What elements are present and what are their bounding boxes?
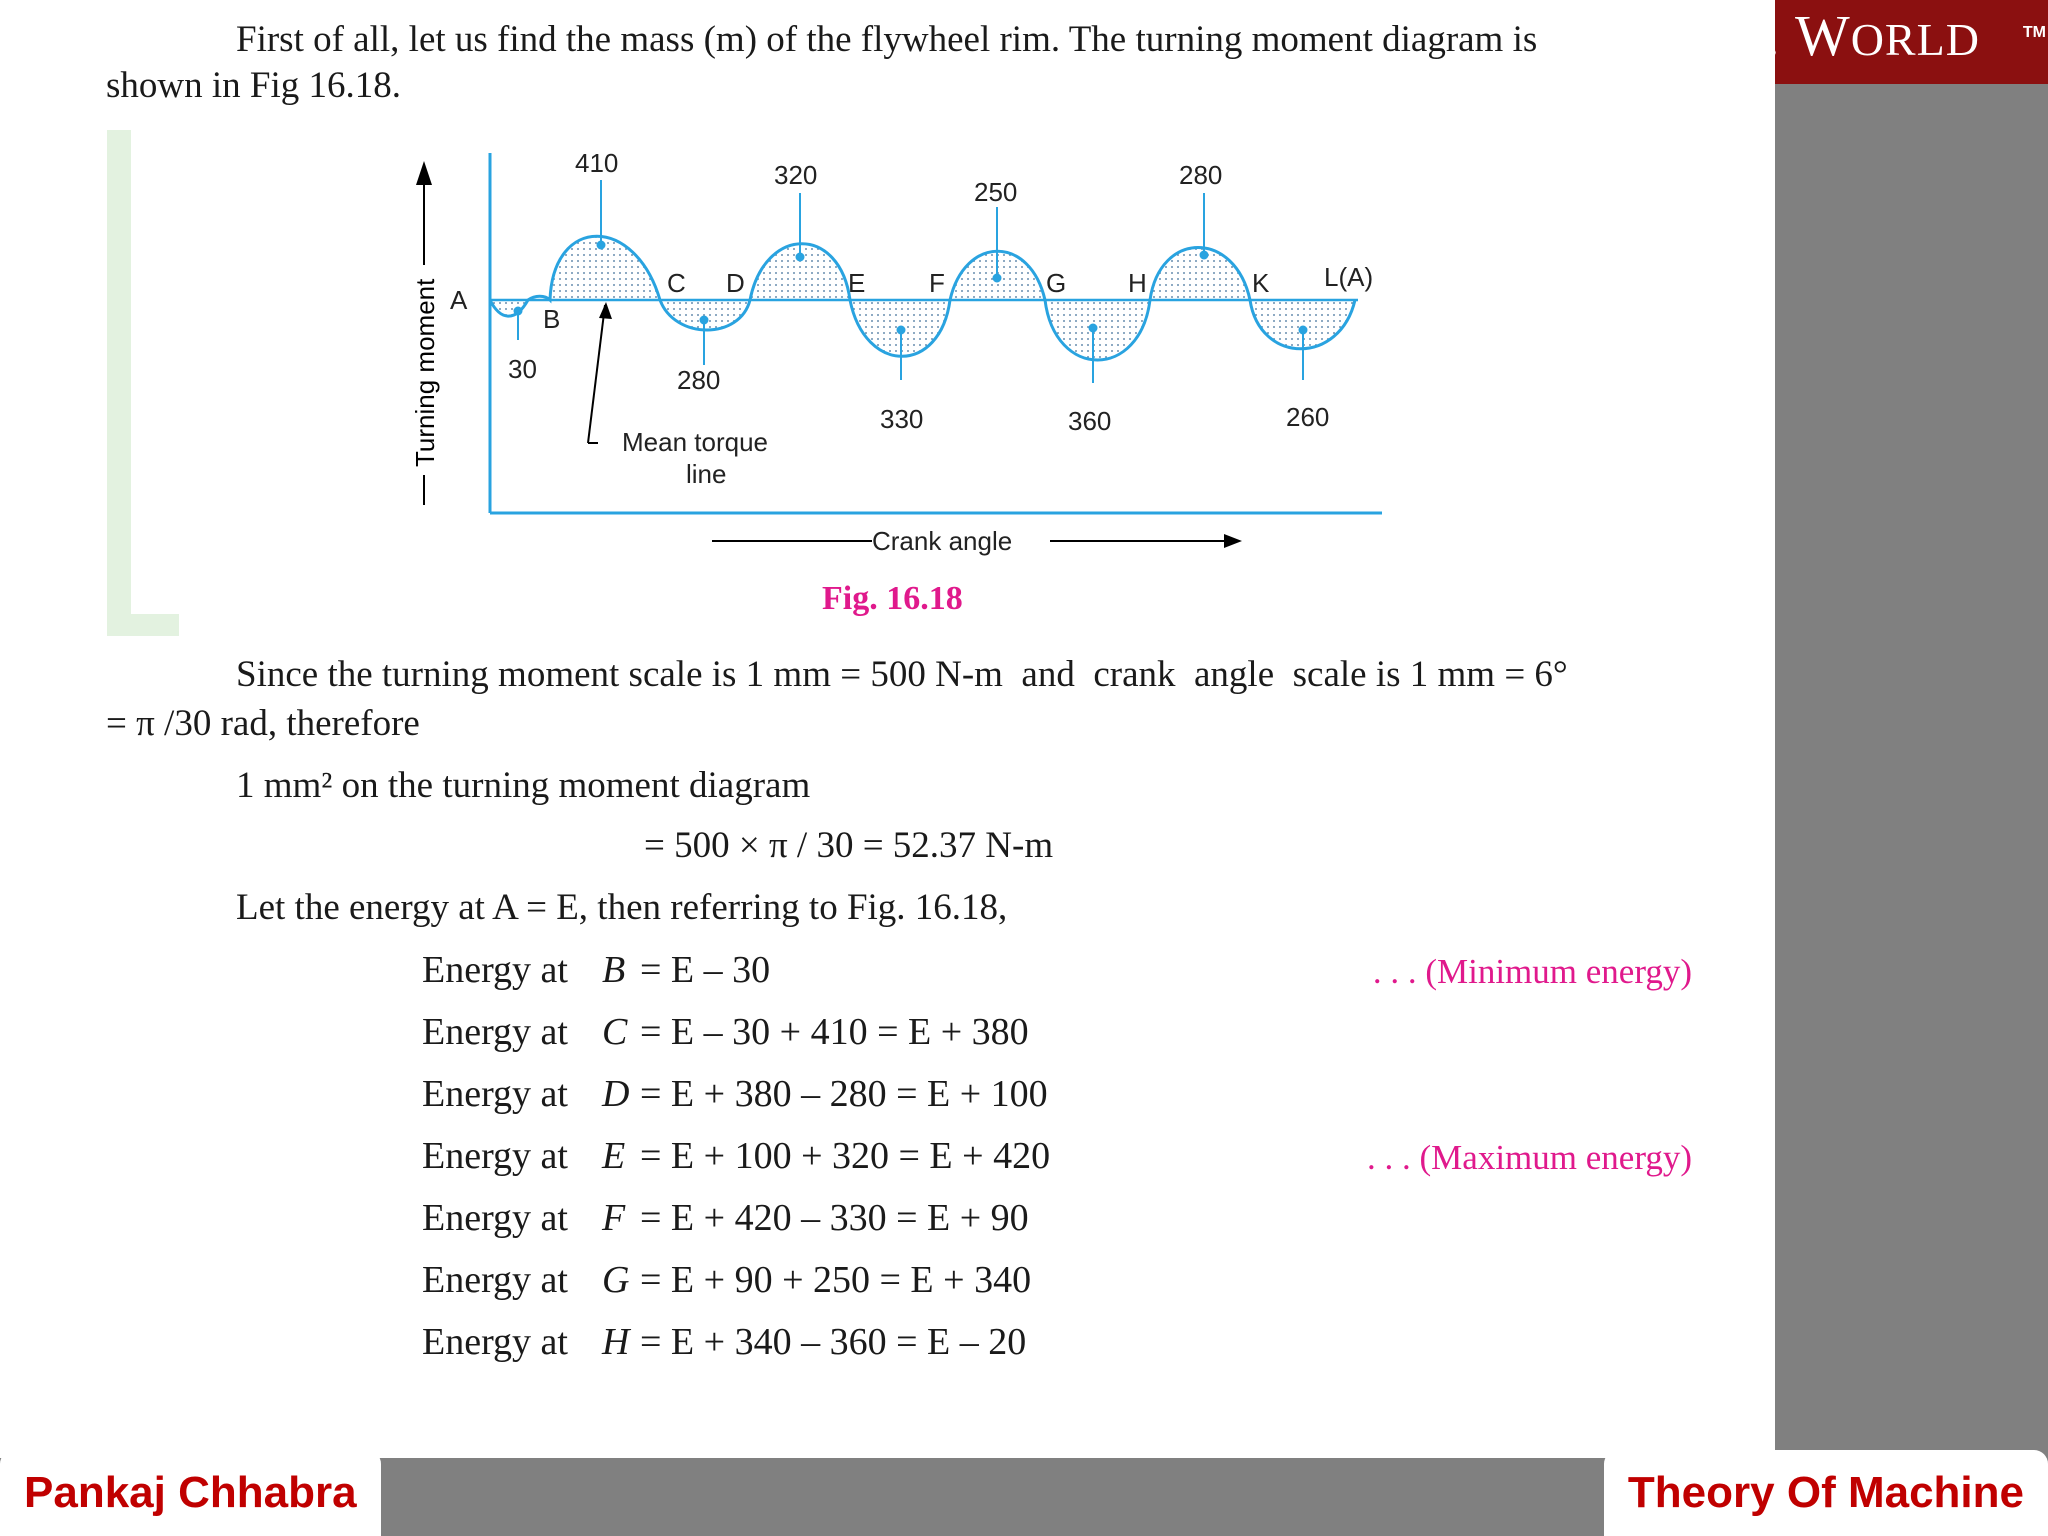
x-axis-label: Crank angle [872,526,1013,556]
point-label: H [1128,268,1147,298]
energy-row: Energy at D = E + 380 – 280 = E + 100 [422,1073,1048,1115]
energy-note: . . . (Maximum energy) [1367,1138,1692,1177]
energy-row: Energy at H = E + 340 – 360 = E – 20 [422,1321,1027,1363]
logo-trademark: TM [2022,24,2046,41]
unit-area-value: = 500 × π / 30 = 52.37 N-m [644,825,1054,866]
point-label: E [848,268,866,298]
point-label: G [1046,268,1067,298]
energy-list [422,946,1692,1386]
area-value: 280 [1179,160,1223,190]
scale-line-2: = π /30 rad, therefore [106,703,420,744]
mean-torque-pointer-head [599,302,612,319]
figure-caption: Fig. 16.18 [822,580,963,617]
intro-line-1: First of all, let us find the mass (m) of the flywheel rim. The turning moment diagram is [236,19,1538,60]
energy-note: . . . (Minimum energy) [1372,952,1692,991]
logo: . WORLD [1765,3,1980,68]
lobes [490,236,1355,360]
point-label: C [667,268,686,298]
y-axis-arrowhead [416,161,432,185]
energy-row: Energy at B = E – 30 . . . (Minimum energy) [422,946,1692,994]
y-axis-label: Turning moment [410,278,440,467]
area-value: 330 [880,404,924,434]
mean-torque-label: Mean torque [622,427,768,457]
decorative-bracket-foot [107,614,179,636]
energy-row: Energy at E = E + 100 + 320 = E + 420 . . . (Maximum energy) [422,1132,1692,1180]
footer-author: Pankaj Chhabra [0,1450,381,1536]
point-label: A [450,285,468,315]
mean-torque-label-2: line [686,459,727,489]
energy-row: Energy at F = E + 420 – 330 = E + 90 [422,1197,1029,1239]
x-axis-arrowhead [1224,534,1242,548]
area-value: 30 [508,354,537,384]
scale-line-1: Since the turning moment scale is 1 mm = 500 N-m and crank angle scale is 1 mm = 6° [236,654,1568,695]
energy-intro: Let the energy at A = E, then referring to Fig. 16.18, [236,887,1008,928]
point-label: B [543,304,561,334]
area-value: 280 [677,365,721,395]
area-value: 360 [1068,406,1112,436]
point-label: K [1252,268,1270,298]
unit-area-label: 1 mm² on the turning moment diagram [236,765,811,806]
point-label: D [726,268,745,298]
area-value: 250 [974,177,1018,207]
energy-row: Energy at G = E + 90 + 250 = E + 340 [422,1259,1032,1301]
decorative-bracket [107,130,131,636]
area-value: 320 [774,160,818,190]
point-label: L(A) [1324,262,1374,292]
right-side-panel [1765,0,2048,1536]
turning-moment-diagram [390,145,1410,565]
footer-subject: Theory Of Machine [1604,1450,2048,1536]
mean-torque-pointer [588,305,605,443]
energy-row: Energy at C = E – 30 + 410 = E + 380 [422,1011,1029,1053]
point-label: F [929,268,945,298]
area-value: 410 [575,148,619,178]
area-value: 260 [1286,402,1330,432]
intro-line-2: shown in Fig 16.18. [106,65,402,106]
logo-banner [1765,0,2048,84]
